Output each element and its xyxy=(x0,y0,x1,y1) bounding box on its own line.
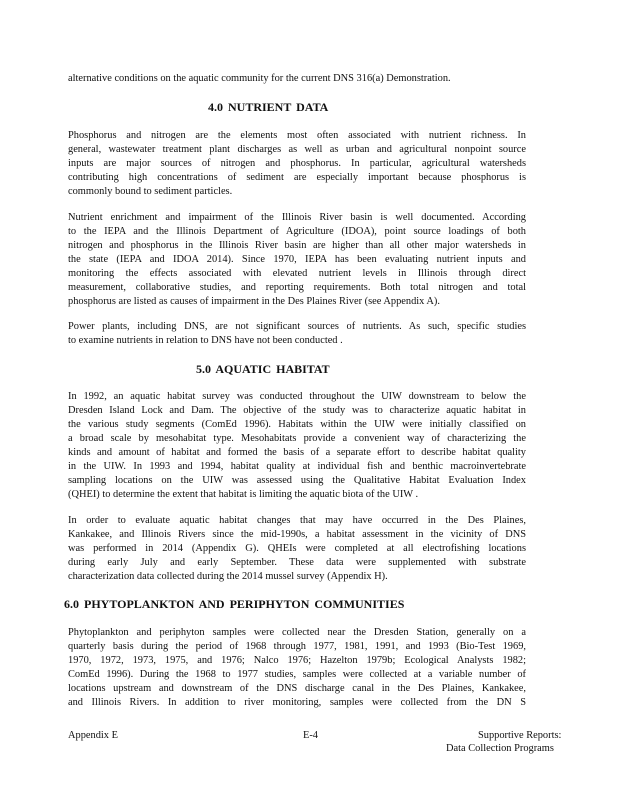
paragraph-line: Power plants, including DNS, are not significant sources of nutrients. As such, specific studies xyxy=(68,321,526,332)
paragraph-line: commonly bound to sediment particles. xyxy=(68,186,233,197)
paragraph-line: measurement, collaborative studies, and reporting requirements. Both total nitrogen and total xyxy=(68,282,526,293)
paragraph-line: nitrogen and phosphorus in the Illinois River basin are higher than all other major watersheds in xyxy=(68,240,526,251)
paragraph-line: locations upstream and downstream of the DNS discharge canal in the Des Plaines, Kankakee, xyxy=(68,683,526,694)
paragraph-line: the state (IEPA and IDOA 2014). Since 1970, IEPA has been evaluating nutrient inputs and xyxy=(68,254,526,265)
paragraph-line: monitoring the effects associated with elevated nutrient levels in Illinois through direct xyxy=(68,268,526,279)
paragraph-line: Kankakee, and Illinois Rivers since the mid-1990s, a habitat assessment in the vicinity of DNS xyxy=(68,529,526,540)
paragraph-line: in the UIW. In 1993 and 1994, habitat quality at individual fish and benthic macroinvertebrate xyxy=(68,461,526,472)
paragraph-line: (QHEI) to determine the extent that habitat is limiting the aquatic biota of the UIW . xyxy=(68,489,419,500)
paragraph-line: and Illinois Rivers. In addition to river monitoring, samples were collected from the DN S xyxy=(68,697,526,708)
paragraph-line: inputs are major sources of nitrogen and phosphorus. In particular, agricultural watersheds xyxy=(68,158,526,169)
paragraph-line: Dresden Island Lock and Dam. The objective of the study was to characterize aquatic habitat in xyxy=(68,405,526,416)
paragraph-line: Nutrient enrichment and impairment of the Illinois River basin is well documented. According xyxy=(68,212,526,223)
paragraph-line: was performed in 2014 (Appendix G). QHEIs were completed at all electrofishing locations xyxy=(68,543,526,554)
paragraph-line: In 1992, an aquatic habitat survey was conducted throughout the UIW downstream to below the xyxy=(68,391,526,402)
footer-report-title: Supportive Reports: xyxy=(478,730,562,741)
paragraph-line: general, wastewater treatment plant discharges as well as urban and agricultural nonpoint source xyxy=(68,144,526,155)
paragraph-line: contributing high concentrations of sediment are especially important because phosphorus is xyxy=(68,172,526,183)
paragraph-line: a broad scale by mesohabitat type. Mesohabitats provide a convenient way of characterizing the xyxy=(68,433,526,444)
paragraph-line: to the IEPA and the Illinois Department of Agriculture (IDOA), point source loadings of both xyxy=(68,226,526,237)
section-heading-aquatic-habitat: 5.0 AQUATIC HABITAT xyxy=(196,362,330,376)
paragraph-line: kinds and amount of habitat and formed the basis of a separate effort to describe habitat quality xyxy=(68,447,526,458)
section-heading-nutrient-data: 4.0 NUTRIENT DATA xyxy=(208,100,329,114)
section-heading-phytoplankton-periphyton: 6.0 PHYTOPLANKTON AND PERIPHYTON COMMUNITIES xyxy=(64,597,405,611)
footer-report-subtitle: Data Collection Programs xyxy=(446,743,554,754)
paragraph-line: ComEd 1996). During the 1968 to 1977 studies, samples were collected at a variable number of xyxy=(68,669,526,680)
paragraph-line: Phosphorus and nitrogen are the elements most often associated with nutrient richness. In xyxy=(68,130,526,141)
paragraph-line: the various study segments (ComEd 1996). Habitats within the UIW were initially classified on xyxy=(68,419,526,430)
paragraph-line: to examine nutrients in relation to DNS have not been conducted . xyxy=(68,335,343,346)
footer-appendix-label: Appendix E xyxy=(68,730,118,741)
paragraph-line: In order to evaluate aquatic habitat changes that may have occurred in the Des Plaines, xyxy=(68,515,526,526)
intro-line: alternative conditions on the aquatic community for the current DNS 316(a) Demonstration. xyxy=(68,73,451,84)
paragraph-line: 1970, 1972, 1973, 1975, and 1976; Nalco 1976; Hazelton 1979b; Ecological Analysts 1982; xyxy=(68,655,526,666)
paragraph-line: quarterly basis during the period of 1968 through 1977, 1981, 1991, and 1993 (Bio-Test 1969, xyxy=(68,641,526,652)
paragraph-line: sampling locations on the UIW was assessed using the Qualitative Habitat Evaluation Index xyxy=(68,475,526,486)
paragraph-line: during early July and early September. These data were supplemented with substrate xyxy=(68,557,526,568)
paragraph-line: Phytoplankton and periphyton samples were collected near the Dresden Station, generally on a xyxy=(68,627,526,638)
paragraph-line: characterization data collected during the 2014 mussel survey (Appendix H). xyxy=(68,571,388,582)
footer-page-number: E-4 xyxy=(303,730,319,741)
paragraph-line: phosphorus are listed as causes of impairment in the Des Plaines River (see Appendix A). xyxy=(68,296,440,307)
